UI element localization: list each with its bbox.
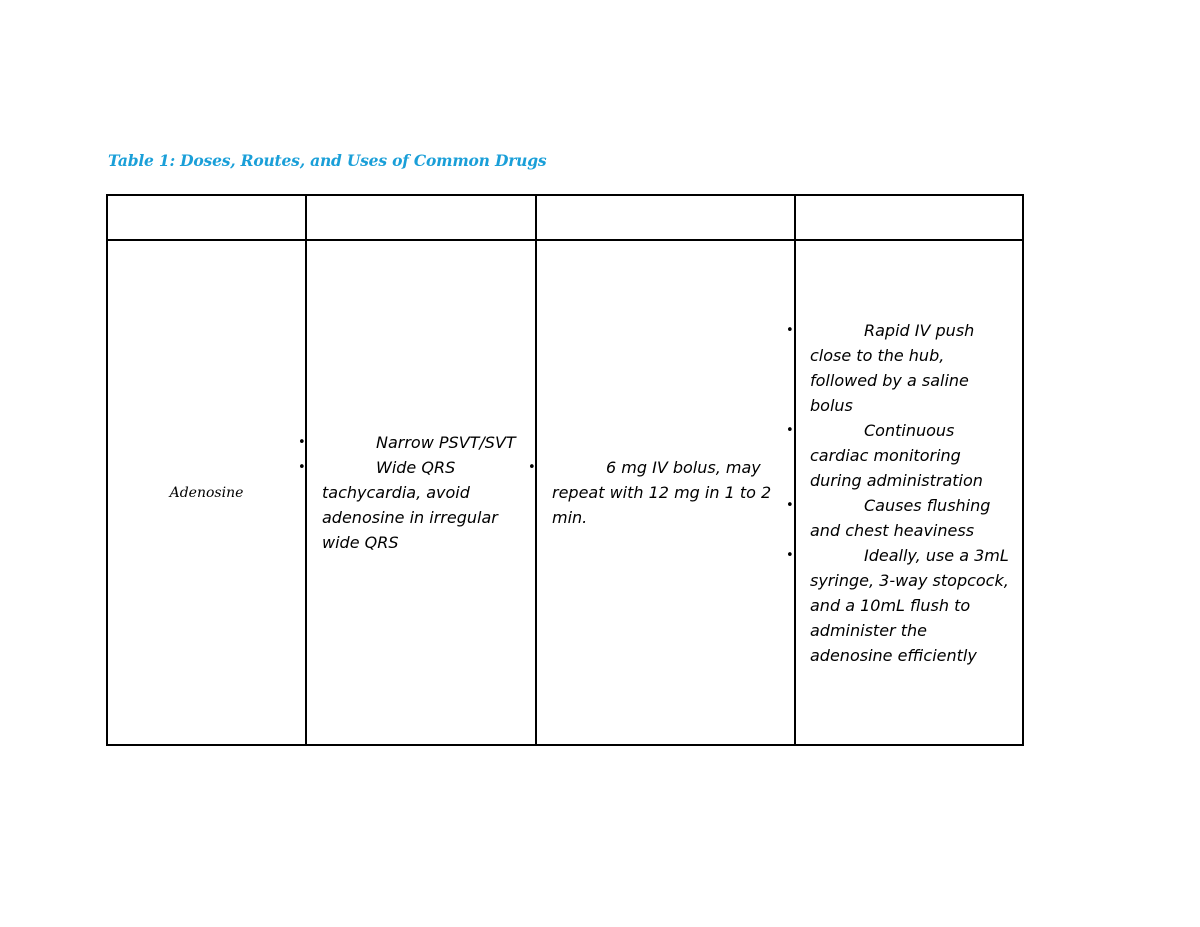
drug-name: Adenosine [169,484,244,501]
list-item [786,543,1010,668]
bullet-icon: • [786,422,794,438]
list-item-text: Wide QRS tachycardia, avoid adenosine in irregular wide QRS [322,458,498,552]
bullet-icon: • [528,460,536,475]
list-item [298,455,522,555]
drug-cell [107,240,306,745]
table-header-row [107,195,1023,240]
bullet-icon: • [786,322,794,338]
header-cell [536,195,795,240]
notes-list [786,318,1010,668]
list-item [786,493,1010,543]
notes-cell [786,240,1023,745]
bullet-icon: • [298,435,306,450]
list-item [298,430,522,455]
bullet-icon: • [298,460,306,475]
list-item [786,318,1010,418]
indications-cell [298,240,536,745]
list-item-text: Narrow PSVT/SVT [376,433,516,452]
table-row [107,240,1023,745]
table-caption: Table 1: Doses, Routes, and Uses of Common Drugs [108,151,547,170]
list-item-text: Continuous cardiac monitoring during administration [810,420,983,490]
list-item [786,418,1010,493]
list-item-text: Rapid IV push close to the hub, followed by a saline bolus [810,320,975,415]
header-cell [107,195,306,240]
dose-list [528,455,788,530]
drug-table [106,194,1024,746]
dose-cell [528,240,795,745]
header-cell [306,195,536,240]
header-cell [795,195,1023,240]
list-item-text: Ideally, use a 3mL syringe, 3-way stopcock, and a 10mL flush to administer the adenosine efficiently [810,545,1009,665]
list-item-text: Causes flushing and chest heaviness [810,495,991,540]
bullet-icon: • [786,497,794,513]
list-item [528,455,788,530]
list-item-text: 6 mg IV bolus, may repeat with 12 mg in 1 to 2 min. [552,458,772,527]
bullet-icon: • [786,547,794,563]
indications-list [298,430,522,555]
